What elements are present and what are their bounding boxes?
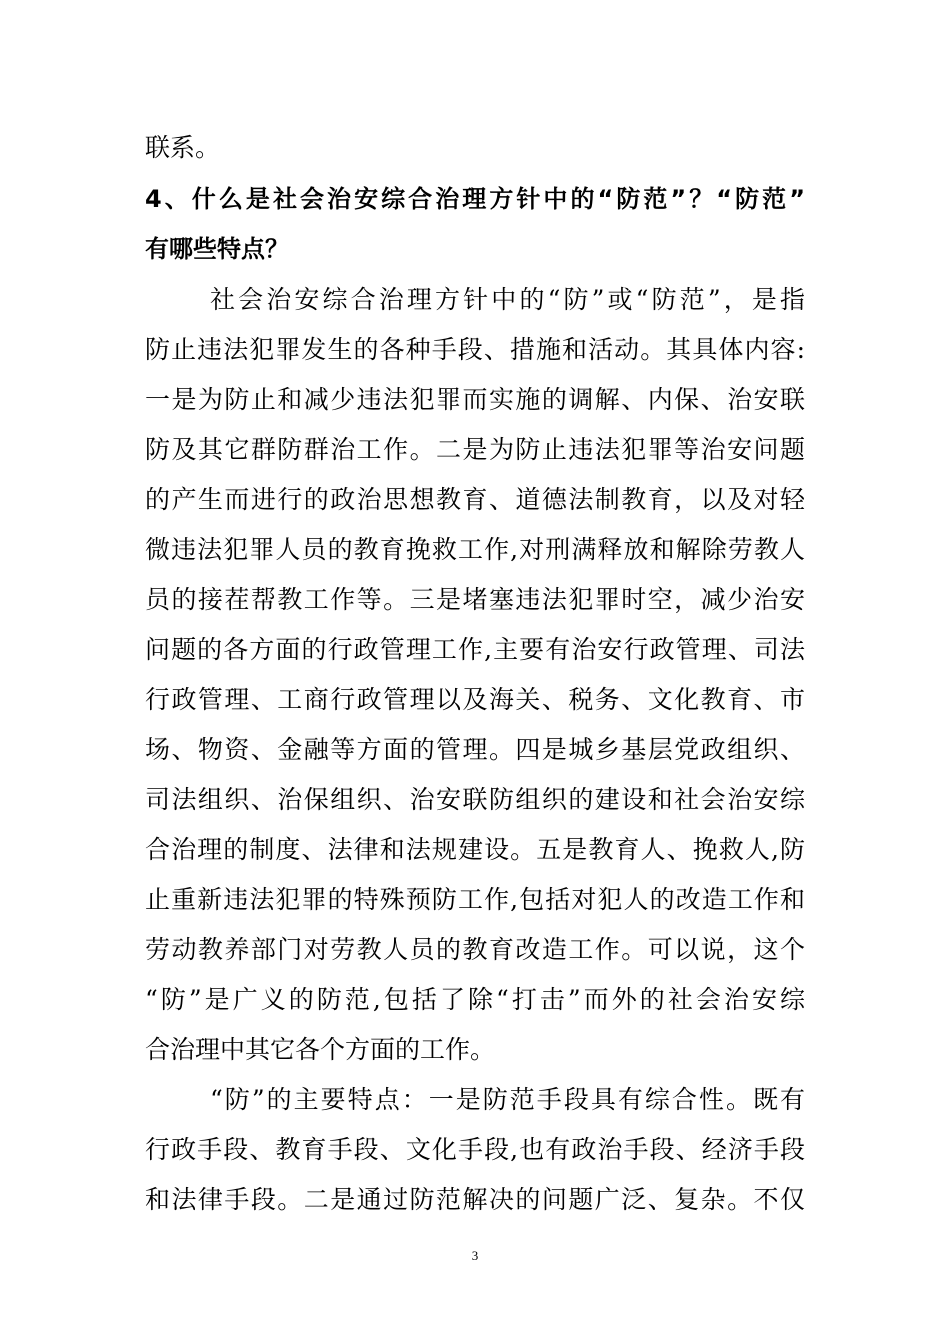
text-line: 合治理中其它各个方面的工作。 xyxy=(145,1035,496,1064)
text-line: 止重新违法犯罪的特殊预防工作,包括对犯人的改造工作和 xyxy=(145,885,805,914)
text-line: 员的接茬帮教工作等。三是堵塞违法犯罪时空，减少治安 xyxy=(145,585,805,614)
paragraph-first-line: 社会治安综合治理方针中的“防”或“防范”，是指 xyxy=(210,285,805,314)
text-line: 防及其它群防群治工作。二是为防止违法犯罪等治安问题 xyxy=(145,435,805,464)
text-line: 和法律手段。二是通过防范解决的问题广泛、复杂。不仅 xyxy=(145,1185,805,1214)
text-line: 场、物资、金融等方面的管理。四是城乡基层党政组织、 xyxy=(145,735,805,764)
text-line: 问题的各方面的行政管理工作,主要有治安行政管理、司法 xyxy=(145,635,805,664)
page-number: 3 xyxy=(471,1248,479,1263)
paragraph-first-line: “防”的主要特点：一是防范手段具有综合性。既有 xyxy=(210,1085,805,1114)
question-heading-line-1: 4、什么是社会治安综合治理方针中的“防范”？“防范” xyxy=(145,185,805,213)
text-line: 微违法犯罪人员的教育挽救工作,对刑满释放和解除劳教人 xyxy=(145,535,805,564)
text-line: 防止违法犯罪发生的各种手段、措施和活动。其具体内容: xyxy=(145,335,805,364)
text-line: 的产生而进行的政治思想教育、道德法制教育，以及对轻 xyxy=(145,485,805,514)
text-line: 司法组织、治保组织、治安联防组织的建设和社会治安综 xyxy=(145,785,805,814)
question-heading-line-2: 有哪些特点？ xyxy=(145,235,289,263)
text-line: 一是为防止和减少违法犯罪而实施的调解、内保、治安联 xyxy=(145,385,805,414)
text-line: 行政手段、教育手段、文化手段,也有政治手段、经济手段 xyxy=(145,1135,805,1164)
text-line: 劳动教养部门对劳教人员的教育改造工作。可以说，这个 xyxy=(145,935,805,964)
text-line: 合治理的制度、法律和法规建设。五是教育人、挽救人,防 xyxy=(145,835,805,864)
text-line: 联系。 xyxy=(145,133,221,162)
text-line: “防”是广义的防范,包括了除“打击”而外的社会治安综 xyxy=(145,985,805,1014)
text-line: 行政管理、工商行政管理以及海关、税务、文化教育、市 xyxy=(145,685,805,714)
